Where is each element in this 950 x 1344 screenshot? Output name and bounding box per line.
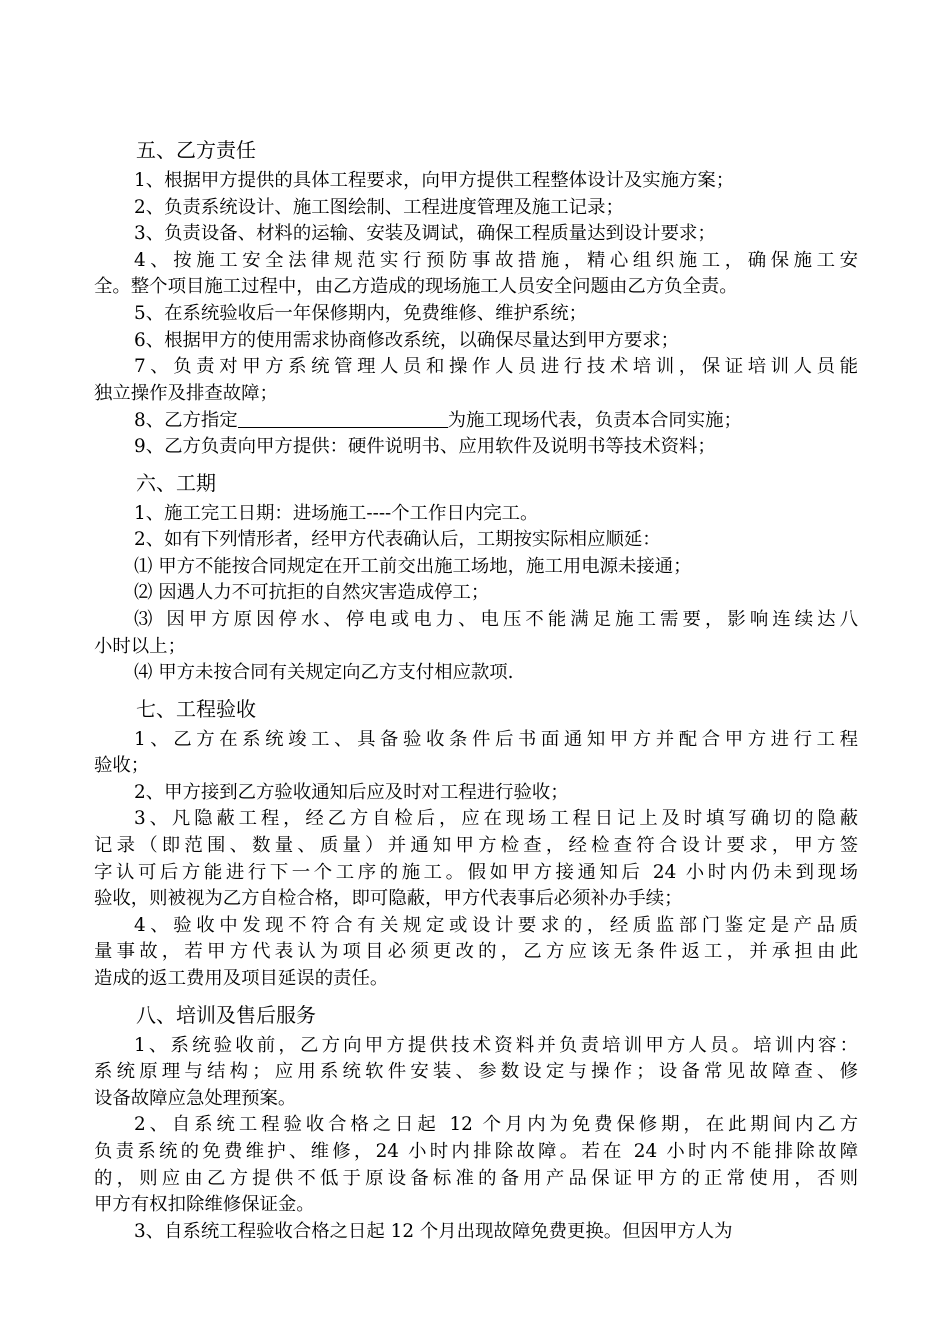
- text-line: 验收；: [94, 755, 150, 777]
- section-heading: 七、工程验收: [136, 696, 256, 721]
- text-line: 1、系统验收前，乙方向甲方提供技术资料并负责培训甲方人员。培训内容：: [134, 1034, 858, 1056]
- text-line: 验收，则被视为乙方自检合格，即可隐蔽，甲方代表事后必须补办手续；: [94, 888, 683, 910]
- clause-paragraph: [94, 501, 858, 528]
- text-line: 小时以上；: [94, 635, 186, 657]
- fill-label: 8、乙方指定: [134, 410, 238, 432]
- clause-paragraph: [94, 660, 858, 687]
- text-line: 独立操作及排查故障；: [94, 382, 278, 404]
- text-line: 3、自系统工程验收合格之日起 12 个月出现故障免费更换。但因甲方人为: [134, 1220, 733, 1242]
- text-line: 1、根据甲方提供的具体工程要求，向甲方提供工程整体设计及实施方案；: [134, 170, 735, 191]
- text-line: ⑶ 因甲方原因停水、停电或电力、电压不能满足施工需要，影响连续达八: [134, 608, 858, 630]
- text-line: 2、如有下列情形者，经甲方代表确认后，工期按实际相应顺延：: [134, 529, 661, 551]
- text-line: 3、凡隐蔽工程，经乙方自检后，应在现场工程日记上及时填写确切的隐蔽: [134, 808, 858, 830]
- text-line: 3、负责设备、材料的运输、安装及调试，确保工程质量达到设计要求；: [134, 223, 716, 245]
- clause-paragraph: [94, 607, 858, 660]
- text-line: 4、按施工安全法律规范实行预防事故措施，精心组织施工，确保施工安: [134, 249, 858, 271]
- text-line: ⑴ 甲方不能按合同规定在开工前交出施工场地，施工用电源未接通；: [134, 555, 692, 577]
- clause-paragraph: [94, 354, 858, 407]
- text-line: 4、验收中发现不符合有关规定或设计要求的，经质监部门鉴定是产品质: [134, 914, 858, 936]
- clause-paragraph: [94, 168, 858, 195]
- clause-paragraph: [94, 434, 858, 461]
- clause-paragraph: [94, 554, 858, 581]
- text-line: 5、在系统验收后一年保修期内，免费维修、维护系统；: [134, 302, 588, 324]
- text-line: 2、负责系统设计、施工图绘制、工程进度管理及施工记录；: [134, 196, 624, 218]
- text-line: 负责系统的免费维护、维修，24 小时内排除故障。若在 24 小时内不能排除故障: [94, 1141, 858, 1162]
- fill-label-suffix: 为施工现场代表，负责本合同实施；: [447, 410, 742, 432]
- text-line: 记录（即范围、数量、质量）并通知甲方检查，经检查符合设计要求，甲方签: [94, 835, 858, 857]
- clause-paragraph: [94, 248, 858, 301]
- text-line: 字认可后方能进行下一个工序的施工。假如甲方接通知后 24 小时内仍未到现场: [94, 861, 858, 883]
- clause-paragraph: [94, 727, 858, 780]
- clause-paragraph: [94, 1112, 858, 1218]
- clause-paragraph: [94, 301, 858, 328]
- text-line: 1、施工完工日期：进场施工----个工作日内完工。: [134, 502, 539, 524]
- representative-blank: [238, 407, 448, 428]
- text-line: ⑷ 甲方未按合同有关规定向乙方支付相应款项.: [134, 662, 514, 684]
- clause-paragraph: [94, 527, 858, 554]
- section-heading: 五、乙方责任: [136, 138, 256, 162]
- clause-paragraph: [94, 1219, 858, 1246]
- text-line: 2、甲方接到乙方验收通知后应及时对工程进行验收；: [134, 781, 569, 803]
- clause-paragraph: [94, 221, 858, 248]
- section-heading: 六、工期: [136, 470, 216, 495]
- text-line: 的，则应由乙方提供不低于原设备标准的备用产品保证甲方的正常使用，否则: [94, 1167, 858, 1189]
- clause-paragraph: [94, 580, 858, 607]
- clause-paragraph: [94, 780, 858, 807]
- text-line: 甲方有权扣除维修保证金。: [94, 1194, 315, 1216]
- text-line: 全。整个项目施工过程中，由乙方造成的现场施工人员安全问题由乙方负全责。: [94, 276, 738, 298]
- clause-paragraph: [94, 328, 858, 355]
- section-heading: 八、培训及售后服务: [136, 1002, 316, 1027]
- clause-paragraph: [94, 1033, 858, 1113]
- clause-paragraph: [94, 806, 858, 912]
- clause-paragraph: [94, 913, 858, 993]
- text-line: 9、乙方负责向甲方提供：硬件说明书、应用软件及说明书等技术资料；: [134, 435, 716, 457]
- clause-paragraph: [94, 195, 858, 222]
- text-line: 量事故，若甲方代表认为项目必须更改的，乙方应该无条件返工，并承担由此: [94, 941, 858, 963]
- contract-content: [94, 132, 858, 1245]
- text-line: 2、自系统工程验收合格之日起 12 个月内为免费保修期，在此期间内乙方: [134, 1114, 858, 1136]
- text-line: 1、乙方在系统竣工、具备验收条件后书面通知甲方并配合甲方进行工程: [134, 728, 858, 750]
- text-line: 设备故障应急处理预案。: [94, 1087, 297, 1109]
- text-line: 造成的返工费用及项目延误的责任。: [94, 968, 389, 990]
- clause-paragraph: [94, 407, 858, 434]
- text-line: [94, 407, 858, 434]
- text-line: 6、根据甲方的使用需求协商修改系统，以确保尽量达到甲方要求；: [134, 329, 680, 351]
- text-line: ⑵ 因遇人力不可抗拒的自然灾害造成停工；: [134, 582, 490, 604]
- text-line: 系统原理与结构；应用系统软件安装、参数设定与操作；设备常见故障查、修: [94, 1061, 858, 1083]
- text-line: 7、负责对甲方系统管理人员和操作人员进行技术培训，保证培训人员能: [134, 356, 858, 378]
